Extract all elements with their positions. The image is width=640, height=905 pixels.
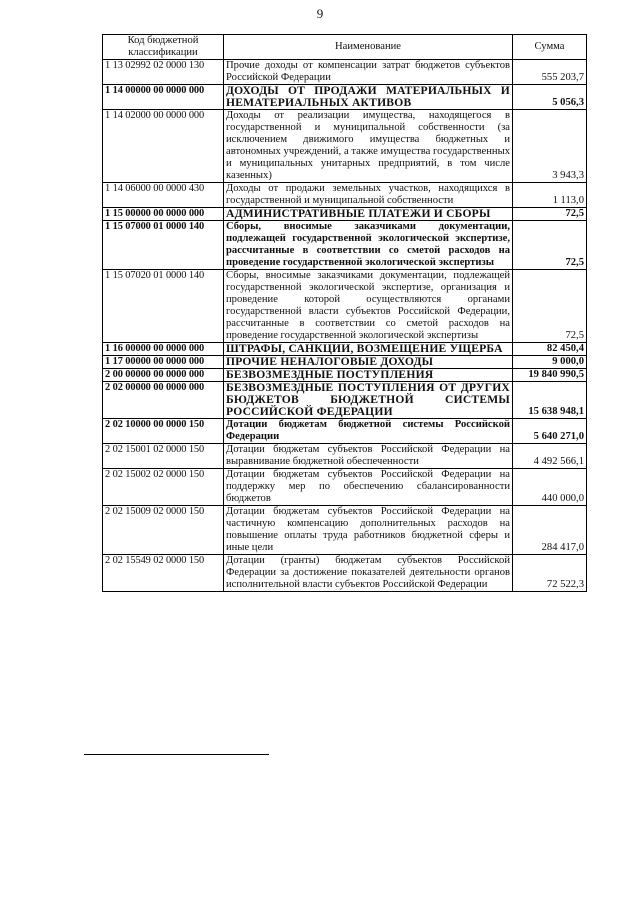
- table-row: [103, 419, 587, 444]
- row-name: Доходы от реализации имущества, находящегося в государственной и муниципальной собственности (за исключением движимого имущества бюджетных и автономных учреждений, а также имущества государственных и муниципальных унитарных предприятий, в том числе казенных): [224, 110, 513, 183]
- table-row: [103, 369, 587, 382]
- table-row: [103, 343, 587, 356]
- row-sum: 19 840 990,5: [513, 369, 587, 382]
- table-row: [103, 382, 587, 419]
- row-sum: 1 113,0: [513, 183, 587, 208]
- header-code: Код бюджетной классификации: [103, 35, 224, 60]
- row-code: 1 14 00000 00 0000 000: [103, 85, 224, 110]
- row-name: Дотации бюджетам субъектов Российской Федерации на поддержку мер по обеспечению сбалансированности бюджетов: [224, 469, 513, 506]
- row-name: БЕЗВОЗМЕЗДНЫЕ ПОСТУПЛЕНИЯ ОТ ДРУГИХ БЮДЖЕТОВ БЮДЖЕТНОЙ СИСТЕМЫ РОССИЙСКОЙ ФЕДЕРАЦИИ: [224, 382, 513, 419]
- row-sum: 72,5: [513, 208, 587, 221]
- row-sum: 4 492 566,1: [513, 444, 587, 469]
- row-code: 1 15 07000 01 0000 140: [103, 221, 224, 270]
- row-code: 2 02 00000 00 0000 000: [103, 382, 224, 419]
- table-row: [103, 110, 587, 183]
- table-row: [103, 469, 587, 506]
- row-code: 1 14 02000 00 0000 000: [103, 110, 224, 183]
- row-sum: 72,5: [513, 270, 587, 343]
- row-code: 2 02 15002 02 0000 150: [103, 469, 224, 506]
- row-code: 1 15 07020 01 0000 140: [103, 270, 224, 343]
- row-name: Дотации бюджетам бюджетной системы Российской Федерации: [224, 419, 513, 444]
- table-row: [103, 85, 587, 110]
- table-row: [103, 221, 587, 270]
- row-code: 1 13 02992 02 0000 130: [103, 60, 224, 85]
- row-sum: 284 417,0: [513, 506, 587, 555]
- row-code: 1 17 00000 00 0000 000: [103, 356, 224, 369]
- row-name: Дотации бюджетам субъектов Российской Федерации на частичную компенсацию дополнительных расходов на повышение оплаты труда работников бюджетной сферы и иные цели: [224, 506, 513, 555]
- row-sum: 440 000,0: [513, 469, 587, 506]
- row-sum: 72,5: [513, 221, 587, 270]
- row-name: ПРОЧИЕ НЕНАЛОГОВЫЕ ДОХОДЫ: [224, 356, 513, 369]
- row-sum: 82 450,4: [513, 343, 587, 356]
- table-row: [103, 444, 587, 469]
- row-code: 2 02 15009 02 0000 150: [103, 506, 224, 555]
- row-sum: 3 943,3: [513, 110, 587, 183]
- row-sum: 5 056,3: [513, 85, 587, 110]
- table-row: [103, 506, 587, 555]
- row-name: ДОХОДЫ ОТ ПРОДАЖИ МАТЕРИАЛЬНЫХ И НЕМАТЕРИАЛЬНЫХ АКТИВОВ: [224, 85, 513, 110]
- row-sum: 72 522,3: [513, 555, 587, 592]
- row-name: ШТРАФЫ, САНКЦИИ, ВОЗМЕЩЕНИЕ УЩЕРБА: [224, 343, 513, 356]
- row-name: Доходы от продажи земельных участков, находящихся в государственной и муниципальной собственности: [224, 183, 513, 208]
- row-code: 2 02 10000 00 0000 150: [103, 419, 224, 444]
- row-name: Сборы, вносимые заказчиками документации, подлежащей государственной экологической экспертизе, организация и проведение которой осуществляются органами государственной власти субъектов Российской Федерации, рассчитанные в соответствии со сметой расходов на проведение государственной экологической экспертизы: [224, 270, 513, 343]
- table-row: [103, 183, 587, 208]
- row-sum: 5 640 271,0: [513, 419, 587, 444]
- table-row: [103, 60, 587, 85]
- row-code: 1 14 06000 00 0000 430: [103, 183, 224, 208]
- footnote-rule: [84, 754, 269, 755]
- table-header-row: [103, 35, 587, 60]
- row-name: Дотации бюджетам субъектов Российской Федерации на выравнивание бюджетной обеспеченности: [224, 444, 513, 469]
- row-code: 2 02 15001 02 0000 150: [103, 444, 224, 469]
- page-number: 9: [316, 6, 324, 21]
- row-code: 2 02 15549 02 0000 150: [103, 555, 224, 592]
- header-sum: Сумма: [513, 35, 587, 60]
- table-row: [103, 208, 587, 221]
- row-sum: 555 203,7: [513, 60, 587, 85]
- row-name: Прочие доходы от компенсации затрат бюджетов субъектов Российской Федерации: [224, 60, 513, 85]
- row-name: Дотации (гранты) бюджетам субъектов Российской Федерации за достижение показателей деятельности органов исполнительной власти субъектов Российской Федерации: [224, 555, 513, 592]
- row-code: 1 16 00000 00 0000 000: [103, 343, 224, 356]
- row-name: БЕЗВОЗМЕЗДНЫЕ ПОСТУПЛЕНИЯ: [224, 369, 513, 382]
- table-row: [103, 356, 587, 369]
- row-code: 2 00 00000 00 0000 000: [103, 369, 224, 382]
- row-name: Сборы, вносимые заказчиками документации, подлежащей государственной экологической экспертизе, рассчитанные в соответствии со сметой расходов на проведение государственной экологической экспертизы: [224, 221, 513, 270]
- row-sum: 9 000,0: [513, 356, 587, 369]
- header-name: Наименование: [224, 35, 513, 60]
- row-code: 1 15 00000 00 0000 000: [103, 208, 224, 221]
- row-sum: 15 638 948,1: [513, 382, 587, 419]
- table-row: [103, 270, 587, 343]
- row-name: АДМИНИСТРАТИВНЫЕ ПЛАТЕЖИ И СБОРЫ: [224, 208, 513, 221]
- table-row: [103, 555, 587, 592]
- budget-table: [102, 34, 587, 592]
